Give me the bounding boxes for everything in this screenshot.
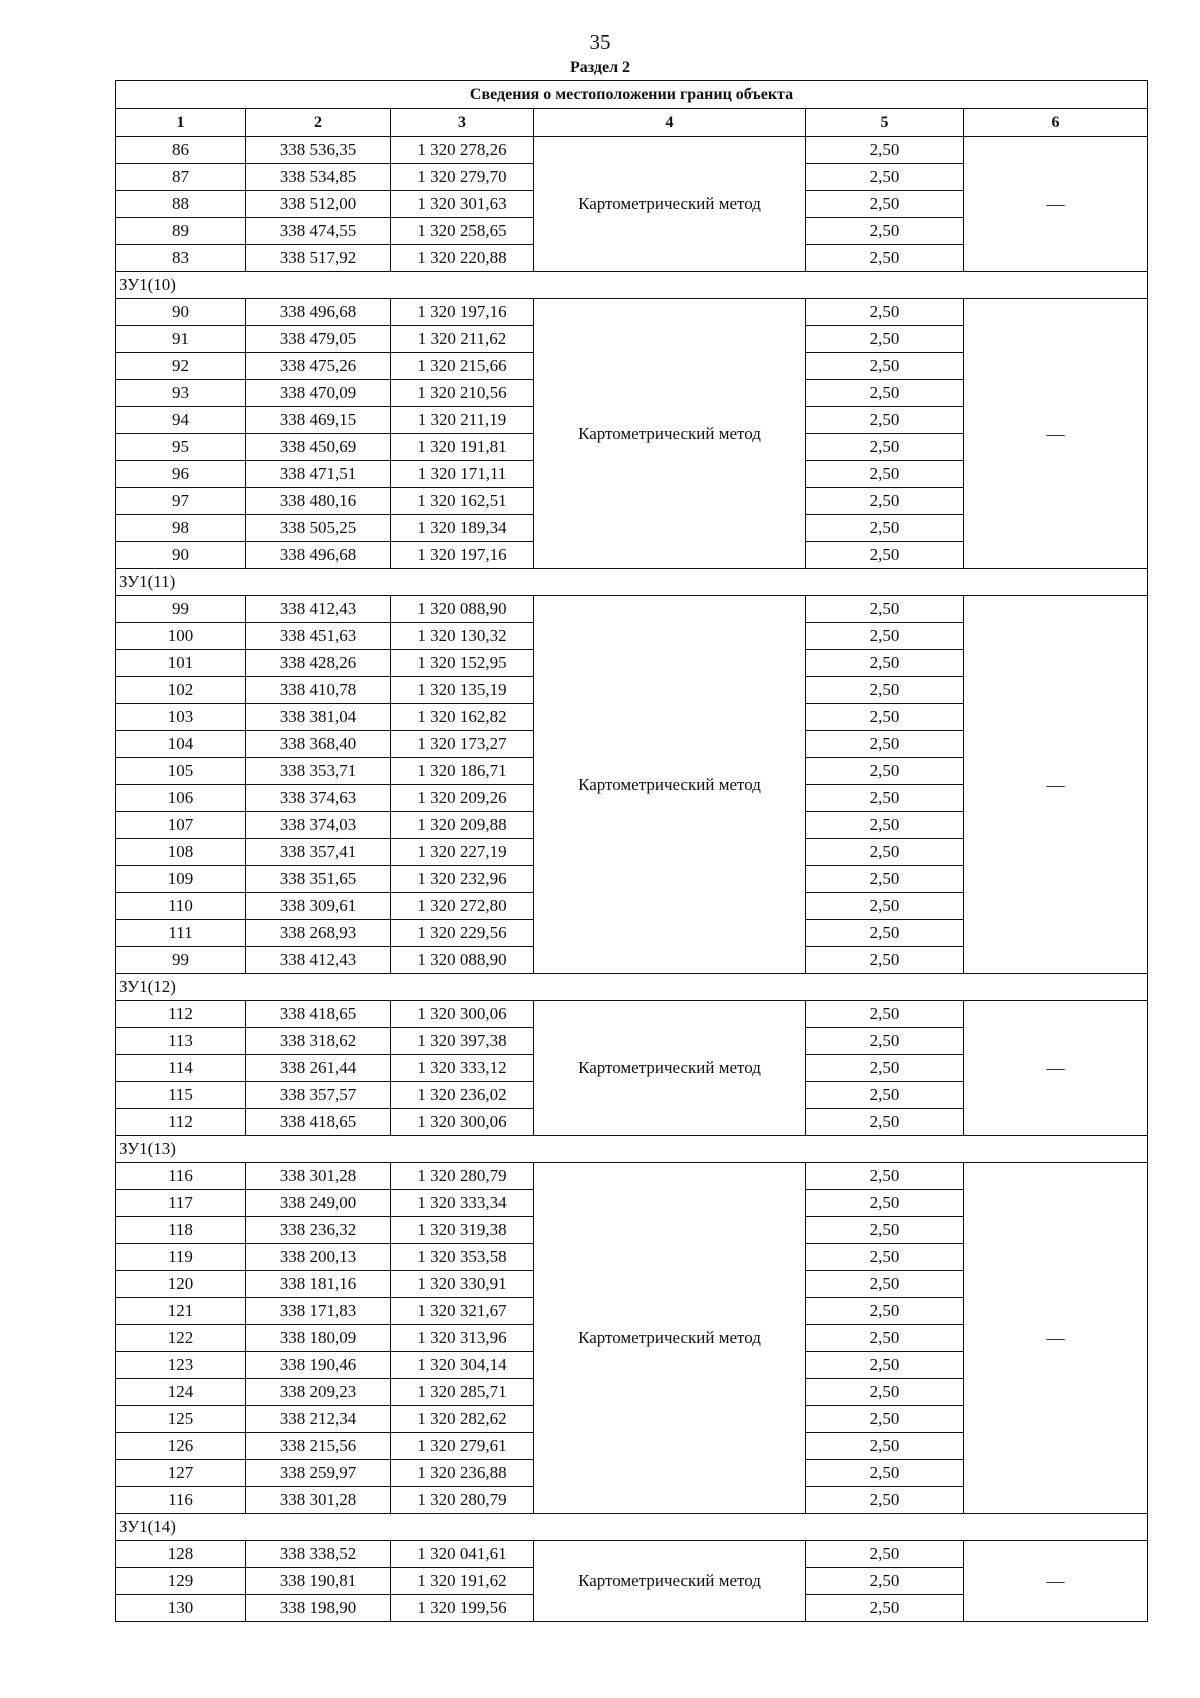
x-coordinate-cell: 338 338,52 (246, 1541, 391, 1568)
y-coordinate-cell: 1 320 189,34 (391, 515, 534, 542)
table-row (116, 299, 1148, 326)
y-coordinate-cell: 1 320 173,27 (391, 731, 534, 758)
accuracy-cell: 2,50 (806, 353, 964, 380)
group-label: ЗУ1(12) (116, 974, 1148, 1001)
y-coordinate-cell: 1 320 279,61 (391, 1433, 534, 1460)
y-coordinate-cell: 1 320 162,82 (391, 704, 534, 731)
y-coordinate-cell: 1 320 191,62 (391, 1568, 534, 1595)
method-cell: Картометрический метод (534, 596, 806, 974)
y-coordinate-cell: 1 320 333,12 (391, 1055, 534, 1082)
description-cell: — (964, 299, 1148, 569)
group-header-row (116, 272, 1148, 299)
accuracy-cell: 2,50 (806, 704, 964, 731)
y-coordinate-cell: 1 320 232,96 (391, 866, 534, 893)
description-cell: — (964, 1541, 1148, 1622)
group-label: ЗУ1(10) (116, 272, 1148, 299)
accuracy-cell: 2,50 (806, 623, 964, 650)
point-number-cell: 123 (116, 1352, 246, 1379)
point-number-cell: 129 (116, 1568, 246, 1595)
point-number-cell: 130 (116, 1595, 246, 1622)
column-header: 3 (391, 109, 534, 137)
point-number-cell: 104 (116, 731, 246, 758)
accuracy-cell: 2,50 (806, 650, 964, 677)
x-coordinate-cell: 338 268,93 (246, 920, 391, 947)
y-coordinate-cell: 1 320 353,58 (391, 1244, 534, 1271)
y-coordinate-cell: 1 320 301,63 (391, 191, 534, 218)
x-coordinate-cell: 338 200,13 (246, 1244, 391, 1271)
point-number-cell: 126 (116, 1433, 246, 1460)
boundary-coordinates-table (115, 80, 1148, 1622)
accuracy-cell: 2,50 (806, 1244, 964, 1271)
point-number-cell: 121 (116, 1298, 246, 1325)
point-number-cell: 89 (116, 218, 246, 245)
method-cell: Картометрический метод (534, 1541, 806, 1622)
y-coordinate-cell: 1 320 279,70 (391, 164, 534, 191)
method-cell: Картометрический метод (534, 1001, 806, 1136)
x-coordinate-cell: 338 171,83 (246, 1298, 391, 1325)
y-coordinate-cell: 1 320 236,88 (391, 1460, 534, 1487)
point-number-cell: 86 (116, 137, 246, 164)
x-coordinate-cell: 338 353,71 (246, 758, 391, 785)
column-header-row (116, 109, 1148, 137)
y-coordinate-cell: 1 320 197,16 (391, 299, 534, 326)
point-number-cell: 119 (116, 1244, 246, 1271)
x-coordinate-cell: 338 412,43 (246, 596, 391, 623)
point-number-cell: 90 (116, 299, 246, 326)
accuracy-cell: 2,50 (806, 1298, 964, 1325)
point-number-cell: 105 (116, 758, 246, 785)
x-coordinate-cell: 338 215,56 (246, 1433, 391, 1460)
y-coordinate-cell: 1 320 236,02 (391, 1082, 534, 1109)
y-coordinate-cell: 1 320 227,19 (391, 839, 534, 866)
accuracy-cell: 2,50 (806, 1487, 964, 1514)
point-number-cell: 128 (116, 1541, 246, 1568)
point-number-cell: 96 (116, 461, 246, 488)
point-number-cell: 91 (116, 326, 246, 353)
x-coordinate-cell: 338 418,65 (246, 1109, 391, 1136)
point-number-cell: 118 (116, 1217, 246, 1244)
table-title-row (116, 81, 1148, 109)
y-coordinate-cell: 1 320 280,79 (391, 1163, 534, 1190)
y-coordinate-cell: 1 320 041,61 (391, 1541, 534, 1568)
y-coordinate-cell: 1 320 280,79 (391, 1487, 534, 1514)
accuracy-cell: 2,50 (806, 596, 964, 623)
x-coordinate-cell: 338 180,09 (246, 1325, 391, 1352)
x-coordinate-cell: 338 249,00 (246, 1190, 391, 1217)
column-header: 4 (534, 109, 806, 137)
column-header: 2 (246, 109, 391, 137)
point-number-cell: 106 (116, 785, 246, 812)
x-coordinate-cell: 338 198,90 (246, 1595, 391, 1622)
accuracy-cell: 2,50 (806, 785, 964, 812)
x-coordinate-cell: 338 357,57 (246, 1082, 391, 1109)
y-coordinate-cell: 1 320 130,32 (391, 623, 534, 650)
accuracy-cell: 2,50 (806, 1082, 964, 1109)
y-coordinate-cell: 1 320 171,11 (391, 461, 534, 488)
accuracy-cell: 2,50 (806, 488, 964, 515)
x-coordinate-cell: 338 261,44 (246, 1055, 391, 1082)
x-coordinate-cell: 338 470,09 (246, 380, 391, 407)
point-number-cell: 114 (116, 1055, 246, 1082)
point-number-cell: 101 (116, 650, 246, 677)
accuracy-cell: 2,50 (806, 380, 964, 407)
point-number-cell: 99 (116, 596, 246, 623)
y-coordinate-cell: 1 320 162,51 (391, 488, 534, 515)
accuracy-cell: 2,50 (806, 1190, 964, 1217)
accuracy-cell: 2,50 (806, 1109, 964, 1136)
accuracy-cell: 2,50 (806, 839, 964, 866)
x-coordinate-cell: 338 475,26 (246, 353, 391, 380)
method-cell: Картометрический метод (534, 299, 806, 569)
point-number-cell: 83 (116, 245, 246, 272)
point-number-cell: 87 (116, 164, 246, 191)
x-coordinate-cell: 338 480,16 (246, 488, 391, 515)
y-coordinate-cell: 1 320 152,95 (391, 650, 534, 677)
point-number-cell: 113 (116, 1028, 246, 1055)
x-coordinate-cell: 338 318,62 (246, 1028, 391, 1055)
page-number: 35 (589, 30, 611, 54)
x-coordinate-cell: 338 428,26 (246, 650, 391, 677)
point-number-cell: 110 (116, 893, 246, 920)
y-coordinate-cell: 1 320 211,19 (391, 407, 534, 434)
point-number-cell: 102 (116, 677, 246, 704)
point-number-cell: 120 (116, 1271, 246, 1298)
group-header-row (116, 1136, 1148, 1163)
x-coordinate-cell: 338 309,61 (246, 893, 391, 920)
y-coordinate-cell: 1 320 278,26 (391, 137, 534, 164)
x-coordinate-cell: 338 190,81 (246, 1568, 391, 1595)
x-coordinate-cell: 338 496,68 (246, 299, 391, 326)
accuracy-cell: 2,50 (806, 893, 964, 920)
point-number-cell: 95 (116, 434, 246, 461)
y-coordinate-cell: 1 320 209,26 (391, 785, 534, 812)
point-number-cell: 94 (116, 407, 246, 434)
y-coordinate-cell: 1 320 220,88 (391, 245, 534, 272)
x-coordinate-cell: 338 469,15 (246, 407, 391, 434)
y-coordinate-cell: 1 320 210,56 (391, 380, 534, 407)
table-row (116, 1541, 1148, 1568)
accuracy-cell: 2,50 (806, 1001, 964, 1028)
description-cell: — (964, 1163, 1148, 1514)
point-number-cell: 117 (116, 1190, 246, 1217)
accuracy-cell: 2,50 (806, 164, 964, 191)
accuracy-cell: 2,50 (806, 542, 964, 569)
table-title: Сведения о местоположении границ объекта (116, 81, 1148, 109)
x-coordinate-cell: 338 236,32 (246, 1217, 391, 1244)
y-coordinate-cell: 1 320 333,34 (391, 1190, 534, 1217)
accuracy-cell: 2,50 (806, 1433, 964, 1460)
accuracy-cell: 2,50 (806, 1460, 964, 1487)
point-number-cell: 116 (116, 1487, 246, 1514)
y-coordinate-cell: 1 320 272,80 (391, 893, 534, 920)
accuracy-cell: 2,50 (806, 299, 964, 326)
column-header: 6 (964, 109, 1148, 137)
x-coordinate-cell: 338 536,35 (246, 137, 391, 164)
section-title: Раздел 2 (569, 59, 631, 76)
group-label: ЗУ1(14) (116, 1514, 1148, 1541)
accuracy-cell: 2,50 (806, 677, 964, 704)
point-number-cell: 112 (116, 1001, 246, 1028)
method-cell: Картометрический метод (534, 137, 806, 272)
y-coordinate-cell: 1 320 319,38 (391, 1217, 534, 1244)
y-coordinate-cell: 1 320 300,06 (391, 1001, 534, 1028)
column-header: 1 (116, 109, 246, 137)
accuracy-cell: 2,50 (806, 866, 964, 893)
x-coordinate-cell: 338 496,68 (246, 542, 391, 569)
accuracy-cell: 2,50 (806, 1325, 964, 1352)
group-header-row (116, 974, 1148, 1001)
accuracy-cell: 2,50 (806, 245, 964, 272)
y-coordinate-cell: 1 320 088,90 (391, 947, 534, 974)
x-coordinate-cell: 338 374,03 (246, 812, 391, 839)
x-coordinate-cell: 338 368,40 (246, 731, 391, 758)
x-coordinate-cell: 338 479,05 (246, 326, 391, 353)
y-coordinate-cell: 1 320 285,71 (391, 1379, 534, 1406)
y-coordinate-cell: 1 320 211,62 (391, 326, 534, 353)
x-coordinate-cell: 338 357,41 (246, 839, 391, 866)
accuracy-cell: 2,50 (806, 947, 964, 974)
x-coordinate-cell: 338 517,92 (246, 245, 391, 272)
y-coordinate-cell: 1 320 191,81 (391, 434, 534, 461)
group-label: ЗУ1(11) (116, 569, 1148, 596)
accuracy-cell: 2,50 (806, 1406, 964, 1433)
x-coordinate-cell: 338 418,65 (246, 1001, 391, 1028)
accuracy-cell: 2,50 (806, 218, 964, 245)
accuracy-cell: 2,50 (806, 920, 964, 947)
accuracy-cell: 2,50 (806, 1379, 964, 1406)
y-coordinate-cell: 1 320 199,56 (391, 1595, 534, 1622)
y-coordinate-cell: 1 320 135,19 (391, 677, 534, 704)
accuracy-cell: 2,50 (806, 434, 964, 461)
point-number-cell: 107 (116, 812, 246, 839)
x-coordinate-cell: 338 471,51 (246, 461, 391, 488)
accuracy-cell: 2,50 (806, 812, 964, 839)
accuracy-cell: 2,50 (806, 137, 964, 164)
x-coordinate-cell: 338 181,16 (246, 1271, 391, 1298)
y-coordinate-cell: 1 320 229,56 (391, 920, 534, 947)
y-coordinate-cell: 1 320 215,66 (391, 353, 534, 380)
x-coordinate-cell: 338 259,97 (246, 1460, 391, 1487)
point-number-cell: 122 (116, 1325, 246, 1352)
table-row (116, 137, 1148, 164)
accuracy-cell: 2,50 (806, 1163, 964, 1190)
x-coordinate-cell: 338 301,28 (246, 1163, 391, 1190)
point-number-cell: 125 (116, 1406, 246, 1433)
accuracy-cell: 2,50 (806, 1541, 964, 1568)
table-row (116, 596, 1148, 623)
y-coordinate-cell: 1 320 397,38 (391, 1028, 534, 1055)
accuracy-cell: 2,50 (806, 731, 964, 758)
point-number-cell: 111 (116, 920, 246, 947)
accuracy-cell: 2,50 (806, 1217, 964, 1244)
accuracy-cell: 2,50 (806, 1028, 964, 1055)
y-coordinate-cell: 1 320 330,91 (391, 1271, 534, 1298)
point-number-cell: 108 (116, 839, 246, 866)
y-coordinate-cell: 1 320 088,90 (391, 596, 534, 623)
y-coordinate-cell: 1 320 197,16 (391, 542, 534, 569)
accuracy-cell: 2,50 (806, 515, 964, 542)
accuracy-cell: 2,50 (806, 1352, 964, 1379)
point-number-cell: 124 (116, 1379, 246, 1406)
y-coordinate-cell: 1 320 209,88 (391, 812, 534, 839)
point-number-cell: 93 (116, 380, 246, 407)
point-number-cell: 112 (116, 1109, 246, 1136)
y-coordinate-cell: 1 320 304,14 (391, 1352, 534, 1379)
x-coordinate-cell: 338 351,65 (246, 866, 391, 893)
table-row (116, 1163, 1148, 1190)
x-coordinate-cell: 338 451,63 (246, 623, 391, 650)
point-number-cell: 88 (116, 191, 246, 218)
accuracy-cell: 2,50 (806, 1271, 964, 1298)
point-number-cell: 109 (116, 866, 246, 893)
point-number-cell: 100 (116, 623, 246, 650)
x-coordinate-cell: 338 410,78 (246, 677, 391, 704)
table-body (116, 81, 1148, 1622)
x-coordinate-cell: 338 190,46 (246, 1352, 391, 1379)
accuracy-cell: 2,50 (806, 326, 964, 353)
point-number-cell: 116 (116, 1163, 246, 1190)
x-coordinate-cell: 338 212,34 (246, 1406, 391, 1433)
x-coordinate-cell: 338 534,85 (246, 164, 391, 191)
point-number-cell: 92 (116, 353, 246, 380)
x-coordinate-cell: 338 412,43 (246, 947, 391, 974)
y-coordinate-cell: 1 320 321,67 (391, 1298, 534, 1325)
point-number-cell: 103 (116, 704, 246, 731)
x-coordinate-cell: 338 474,55 (246, 218, 391, 245)
point-number-cell: 90 (116, 542, 246, 569)
group-header-row (116, 569, 1148, 596)
accuracy-cell: 2,50 (806, 1055, 964, 1082)
accuracy-cell: 2,50 (806, 1595, 964, 1622)
point-number-cell: 127 (116, 1460, 246, 1487)
x-coordinate-cell: 338 301,28 (246, 1487, 391, 1514)
table-row (116, 1001, 1148, 1028)
y-coordinate-cell: 1 320 282,62 (391, 1406, 534, 1433)
y-coordinate-cell: 1 320 186,71 (391, 758, 534, 785)
point-number-cell: 115 (116, 1082, 246, 1109)
point-number-cell: 99 (116, 947, 246, 974)
column-header: 5 (806, 109, 964, 137)
description-cell: — (964, 1001, 1148, 1136)
x-coordinate-cell: 338 505,25 (246, 515, 391, 542)
description-cell: — (964, 137, 1148, 272)
y-coordinate-cell: 1 320 300,06 (391, 1109, 534, 1136)
point-number-cell: 97 (116, 488, 246, 515)
x-coordinate-cell: 338 512,00 (246, 191, 391, 218)
x-coordinate-cell: 338 381,04 (246, 704, 391, 731)
description-cell: — (964, 596, 1148, 974)
x-coordinate-cell: 338 450,69 (246, 434, 391, 461)
accuracy-cell: 2,50 (806, 1568, 964, 1595)
accuracy-cell: 2,50 (806, 461, 964, 488)
y-coordinate-cell: 1 320 258,65 (391, 218, 534, 245)
x-coordinate-cell: 338 374,63 (246, 785, 391, 812)
y-coordinate-cell: 1 320 313,96 (391, 1325, 534, 1352)
x-coordinate-cell: 338 209,23 (246, 1379, 391, 1406)
accuracy-cell: 2,50 (806, 407, 964, 434)
point-number-cell: 98 (116, 515, 246, 542)
group-label: ЗУ1(13) (116, 1136, 1148, 1163)
accuracy-cell: 2,50 (806, 758, 964, 785)
group-header-row (116, 1514, 1148, 1541)
method-cell: Картометрический метод (534, 1163, 806, 1514)
accuracy-cell: 2,50 (806, 191, 964, 218)
boundary-table-container (115, 80, 1147, 1622)
